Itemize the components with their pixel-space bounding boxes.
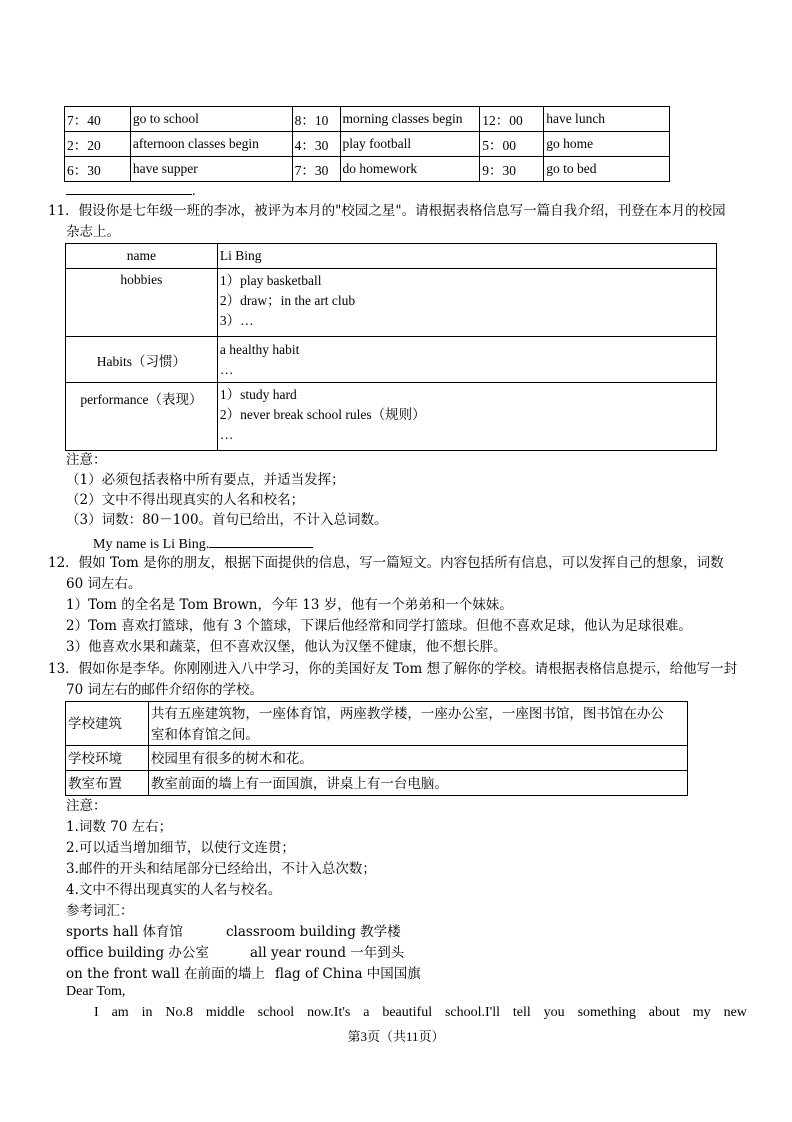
q11-hobby-item: 3）… (219, 313, 254, 328)
q11-habit-item: a healthy habit (219, 341, 300, 357)
schedule-activity: go to school (130, 107, 292, 132)
q13-row-content: 校园里有很多的树木和花。 (148, 746, 687, 771)
q13-note: 4.文中不得出现真实的人名与校名。 (66, 882, 282, 898)
page-footer: 第3页（共11页） (347, 1029, 445, 1044)
letter-word: beautiful (382, 1005, 433, 1020)
q13-note: 3.邮件的开头和结尾部分已经给出，不计入总次数； (66, 861, 376, 877)
q11-habits-label: Habits（习惯） (66, 337, 218, 383)
q13-row-label: 学校建筑 (66, 702, 149, 746)
q11-performance-item: 1）study hard (219, 387, 297, 402)
letter-word: you (543, 1005, 565, 1020)
q11-performance-label: performance（表现） (66, 383, 218, 451)
letter-word: a (363, 1005, 370, 1020)
answer-blank-line (66, 180, 196, 200)
schedule-table (64, 106, 670, 182)
q11-note: （3）词数：80－100。首句已给出，不计入总词数。 (66, 512, 388, 528)
q13-row-label: 学校环境 (66, 746, 149, 771)
q11-note: （2）文中不得出现真实的人名和校名； (66, 492, 305, 508)
letter-word: am (111, 1005, 129, 1020)
q11-name-value: Li Bing (217, 244, 716, 269)
q13-row-content (148, 702, 687, 746)
letter-word: about (648, 1005, 680, 1020)
vocab-item: flag of China 中国国旗 (275, 966, 421, 982)
schedule-activity: afternoon classes begin (130, 132, 292, 157)
schedule-row (65, 157, 670, 182)
q12-prompt-line2: 60 词左右。 (66, 576, 142, 592)
vocab-item: office building 办公室 (66, 945, 209, 961)
vocab-item: on the front wall 在前面的墙上 (66, 966, 266, 982)
q13-prompt-line2: 70 词左右的邮件介绍你的学校。 (66, 682, 263, 698)
letter-word: middle (205, 1005, 245, 1020)
q13-vocab-title: 参考词汇： (66, 903, 134, 919)
letter-word: tell (512, 1005, 531, 1020)
blank-period: . (192, 184, 196, 199)
q11-opening-sentence (93, 533, 313, 553)
q11-hobbies-cell (217, 269, 716, 337)
q13-content-line: 室和体育馆之间。 (150, 726, 259, 742)
q11-name-label: name (66, 244, 218, 269)
answer-blank (209, 533, 313, 548)
q11-hobby-item: 2）draw；in the art club (219, 293, 356, 308)
schedule-time: 9：30 (480, 157, 544, 182)
q13-prompt-line1: 13．假如你是李华。你刚刚进入八中学习，你的美国好友 Tom 想了解你的学校。请根据表格信息提示，给他写一封 (48, 661, 738, 677)
q11-hobbies-label: hobbies (66, 269, 218, 337)
schedule-time: 7：40 (65, 107, 131, 132)
letter-body-line (94, 1005, 747, 1021)
letter-word: now.It's (307, 1005, 351, 1020)
vocab-item: all year round 一年到头 (250, 945, 405, 961)
q13-notes-title: 注意： (66, 798, 107, 814)
schedule-activity: do homework (340, 157, 480, 182)
schedule-activity: have lunch (544, 107, 670, 132)
schedule-activity: have supper (130, 157, 292, 182)
letter-word: school (257, 1005, 295, 1020)
q11-prompt-line1: 11．假设你是七年级一班的李冰，被评为本月的"校园之星"。请根据表格信息写一篇自我介绍，刊登在本月的校园 (48, 203, 726, 219)
q11-notes-title: 注意： (66, 452, 107, 468)
letter-word: in (141, 1005, 153, 1020)
q11-prompt-line2: 杂志上。 (66, 224, 120, 240)
schedule-activity: go home (544, 132, 670, 157)
letter-word: my (692, 1005, 711, 1020)
q13-info-table (65, 701, 688, 796)
schedule-activity: morning classes begin (340, 107, 480, 132)
q11-start-text: My name is Li Bing. (93, 537, 210, 552)
q12-point: 2）Tom 喜欢打篮球，他有 3 个篮球，下课后他经常和同学打篮球。但他不喜欢足球，他认为足球很难。 (66, 618, 692, 634)
q11-performance-item: … (219, 427, 234, 442)
schedule-time: 5：00 (480, 132, 544, 157)
q11-habits-cell (217, 337, 716, 383)
vocab-item: classroom building 教学楼 (226, 924, 401, 940)
q11-performance-cell (217, 383, 716, 451)
q11-performance-item: 2）never break school rules（规则） (219, 407, 426, 422)
q11-habit-item: … (219, 361, 234, 377)
letter-word: something (577, 1005, 636, 1020)
answer-blank (66, 180, 192, 195)
schedule-activity: play football (340, 132, 480, 157)
schedule-time: 7：30 (292, 157, 340, 182)
q13-row-label: 教室布置 (66, 771, 149, 796)
schedule-time: 2：20 (65, 132, 131, 157)
q13-content-line: 共有五座建筑物，一座体育馆，两座教学楼，一座办公室，一座图书馆，图书馆在办公 (150, 705, 664, 721)
q12-point: 1）Tom 的全名是 Tom Brown，今年 13 岁，他有一个弟弟和一个妹妹。 (66, 597, 513, 613)
letter-word: new (723, 1005, 747, 1020)
schedule-time: 6：30 (65, 157, 131, 182)
vocab-item: sports hall 体育馆 (66, 924, 183, 940)
letter-word: I (94, 1005, 99, 1020)
letter-word: school.I'll (444, 1005, 500, 1020)
q12-prompt-line1: 12．假如 Tom 是你的朋友，根据下面提供的信息，写一篇短文。内容包括所有信息，可以发挥自己的想象，词数 (48, 555, 724, 571)
schedule-time: 12：00 (480, 107, 544, 132)
schedule-row (65, 107, 670, 132)
schedule-activity: go to bed (544, 157, 670, 182)
letter-greeting: Dear Tom, (66, 984, 126, 999)
q13-row-content: 教室前面的墙上有一面国旗，讲桌上有一台电脑。 (148, 771, 687, 796)
q11-note: （1）必须包括表格中所有要点，并适当发挥； (66, 472, 345, 488)
q11-info-table (65, 243, 717, 451)
schedule-row (65, 132, 670, 157)
schedule-time: 8：10 (292, 107, 340, 132)
q13-note: 2.可以适当增加细节，以使行文连贯； (66, 840, 295, 856)
q13-note: 1.词数 70 左右； (66, 819, 173, 835)
q12-point: 3）他喜欢水果和蔬菜，但不喜欢汉堡，他认为汉堡不健康，他不想长胖。 (66, 639, 507, 655)
schedule-time: 4：30 (292, 132, 340, 157)
q11-hobby-item: 1）play basketball (219, 273, 322, 288)
letter-word: No.8 (165, 1005, 193, 1020)
